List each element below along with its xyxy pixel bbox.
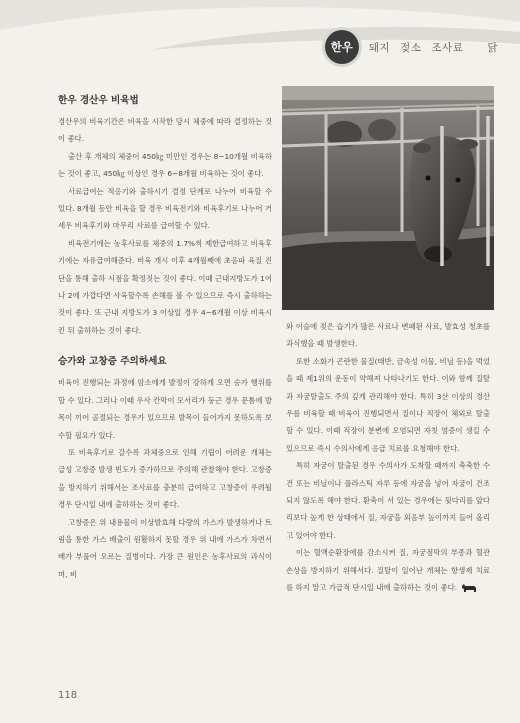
page-number: 118 [58,690,78,701]
left-column [58,94,272,583]
paragraph: 또한 소화가 곤란한 물질(태반, 금속성 이물, 비닐 등)을 먹었을 때 제1위의 운동이 약해져 나타나기도 한다. 이와 함께 질탈과 자궁탈출도 주의 깊게 관리해야 한다. 특히 3산 이상의 경산우를 비육할 때 비육이 진행되면서 질이나 직장이 체외로 탈출할 수 있다. 이때 직장이 분변에 오염되면 자칫 염증이 생길 수 있으므로 즉시 수의사에게 응급 치료를 요청해야 한다. [286,356,490,453]
paragraph: 특히 자궁이 탈출된 경우 수의사가 도착할 때까지 축축한 수건 또는 비닐이나 플라스틱 자루 등에 자궁을 넣어 자궁이 건조되지 않도록 해야 한다. 환축이 서 있는 경우에는 뒷다리를 앞다리보다 높게 한 상태에서 질, 자궁을 외음부 높이까지 들어 올리고 있어야 한다. [286,461,490,540]
paragraph [286,544,490,596]
tab-dairy[interactable]: 젖소 [400,41,422,54]
paragraph: 고창증은 위 내용물이 이상발효해 다량의 가스가 발생하거나 트림을 통한 가스 배출이 원활하지 못할 경우 위 내에 가스가 차면서 배가 부풀어 오르는 질병이다. 가장 큰 원인은 농후사료의 과식이며, 비 [58,517,272,579]
cow-icon [461,583,477,593]
tab-pig[interactable]: 돼지 [368,41,391,54]
tab-hanwoo[interactable]: 한우 [325,30,359,64]
paragraph: 또 비육후기로 갈수록 과체중으로 인해 기립이 어려운 개체는 급성 고창증 발생 빈도가 증가하므로 주의해 관찰해야 한다. 고창증을 방지하기 위해서는 조사료를 충분히 급여하고 고창증이 우려될 경우 단시일 내에 출하하는 것이 좋다. [58,447,272,510]
paragraph: 경산우의 비육기간은 비육을 시작한 당시 체중에 따라 결정하는 것이 좋다. [58,117,272,144]
paragraph: 사료급여는 적응기와 출하시기 결정 단계로 나누어 비육할 수 있다. 8개월 동안 비육을 할 경우 비육전기와 비육후기로 나누어 거세우 비육후기와 마무리 사료를 급여할 수 있다. [58,186,272,231]
right-column [286,318,490,597]
paragraph: 비육이 진행되는 과정에 암소에게 발정이 강하게 오면 승가 행위를 할 수 있다. 그러나 이때 우사 칸막이 모서리가 둥근 경우 문틈에 발목이 끼어 골절되는 경우가 있으므로 발목이 들어가지 못하도록 보수할 필요가 있다. [58,378,272,440]
paragraph-text: 이는 혈액순환장애를 감소시켜 질, 자궁점막의 부종과 혈관 손상을 방지하기 위해서다. 질탈이 일어난 개체는 항생제 치료를 하지 말고 가급적 단시일 내에 출하하는 것이 좋다. [286,548,490,593]
paragraph: 출산 후 개체의 체중이 450㎏ 미만인 경우는 8~10개월 비육하는 것이 좋고, 450㎏ 이상인 경우 6~8개월 비육하는 것이 좋다. [58,151,272,179]
paragraph: 비육전기에는 농후사료를 체중의 1.7%씩 제한급여하고 비육후기에는 자유급여해준다. 비육 개시 이후 4개월째에 초음파 육질 진단을 통해 출하 시점을 확정짓는 것이 좋다. 이때 근내지방도가 1어나 2에 가깝다면 사육할수록 손해를 볼 수 있으므로 즉시 출하하는 것이 좋다. 또 근내 지방도가 3 이상일 경우 4~6개월 이상 비육시킨 뒤 출하하는 것이 좋다. [58,238,272,335]
tab-forage[interactable]: 조사료 [431,41,464,54]
tab-chicken[interactable]: 닭 [487,41,498,54]
category-tabs [325,30,498,64]
section-heading-mounting-bloat: 승가와 고창증 주의하세요 [58,356,167,368]
paragraph: 와 이슬에 젖은 습기가 많은 사료나 변패된 사료, 발효성 청초를 과식했을 때 발생한다. [286,322,490,349]
section-heading-fattening: 한우 경산우 비육법 [58,95,139,106]
cattle-photo [282,86,494,310]
